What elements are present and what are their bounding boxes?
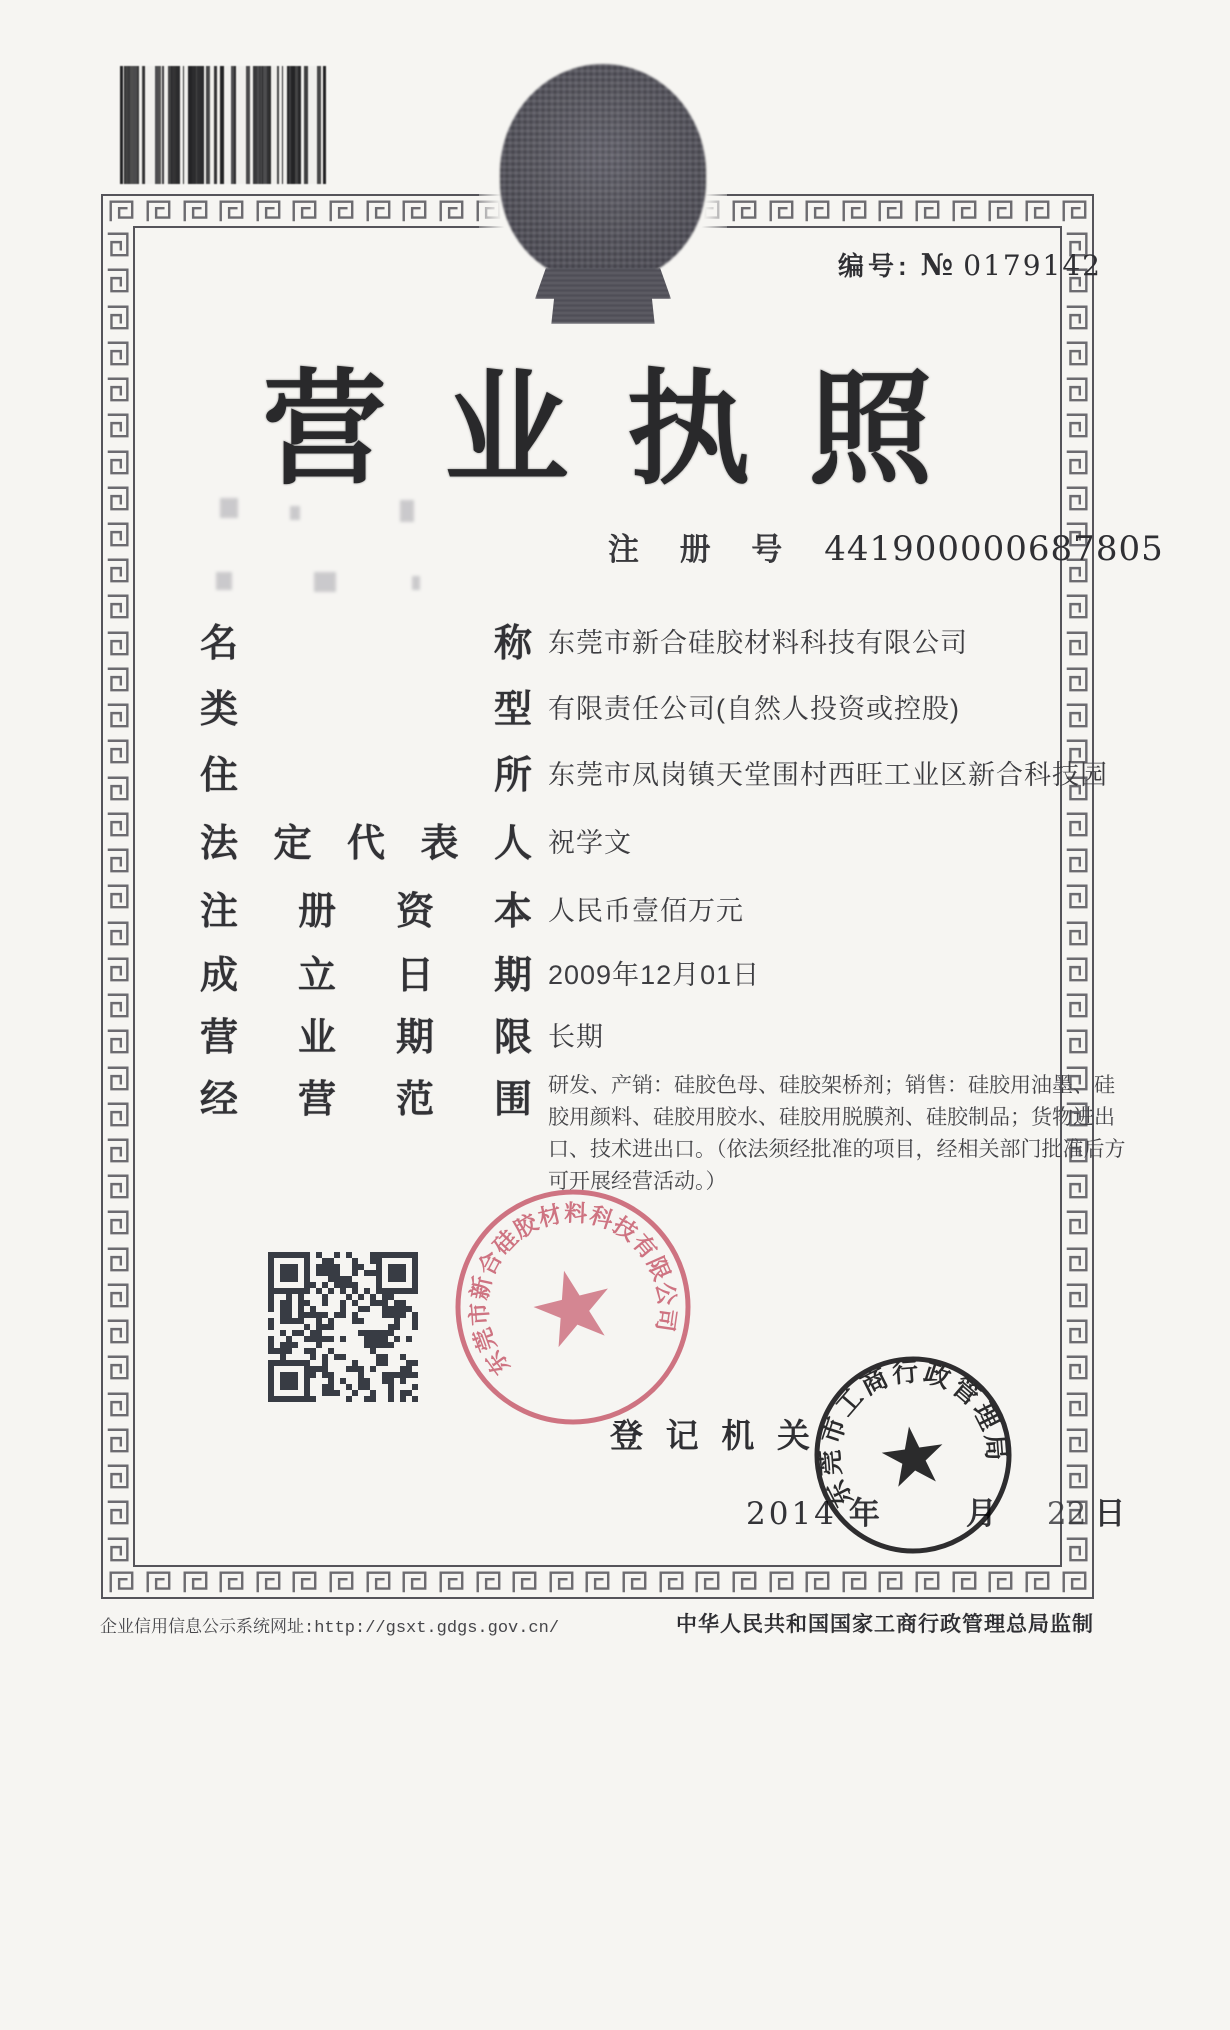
registry-seal	[797, 1339, 1030, 1572]
field-label: 名 称	[200, 623, 532, 665]
registration-number-line	[608, 524, 1164, 569]
field-label: 营 业 期 限	[200, 1017, 532, 1059]
year-unit: 年	[848, 1496, 880, 1531]
field-label: 经 营 范 围	[200, 1079, 532, 1121]
registration-label: 注 册 号	[608, 532, 799, 567]
field-value: 长期	[548, 1022, 604, 1052]
scan-smudge	[216, 572, 436, 598]
field-label: 成 立 日 期	[200, 955, 532, 997]
field-value: 东莞市新合硅胶材料科技有限公司	[548, 628, 968, 658]
national-emblem	[497, 62, 709, 330]
serial-label: 编号:	[838, 251, 911, 281]
field-value: 2009年12月01日	[548, 960, 761, 990]
registry-seal-text: 东莞市工商行政管理局	[814, 1356, 1012, 1513]
field-value: 研发、产销：硅胶色母、硅胶架桥剂；销售：硅胶用油墨、硅胶用颜料、硅胶用胶水、硅胶用脱膜剂、硅胶制品；货物进出口、技术进出口。（依法须经批准的项目，经相关部门批准后方可开展经营活动。）	[548, 1074, 1126, 1193]
field-label: 类 型	[200, 689, 532, 731]
footer-public-system-url: 企业信用信息公示系统网址:http://gsxt.gdgs.gov.cn/	[100, 1619, 560, 1638]
footer-issuer: 中华人民共和国国家工商行政管理总局监制	[676, 1613, 1094, 1636]
barcode	[120, 66, 326, 184]
field-value: 祝学文	[548, 828, 632, 858]
field-value: 东莞市凤岗镇天堂围村西旺工业区新合科技园	[548, 760, 1108, 790]
registry-seal-star-icon: ★	[871, 1407, 955, 1506]
qr-code	[262, 1246, 424, 1408]
registration-number: 441900000687805	[824, 529, 1164, 569]
emblem-body	[500, 64, 706, 282]
field-value: 有限责任公司(自然人投资或控股)	[548, 694, 960, 724]
serial-number: 0179142	[963, 249, 1102, 282]
day-unit: 日	[1094, 1496, 1126, 1531]
field-label: 住 所	[200, 755, 532, 797]
issue-year: 2014	[746, 1496, 837, 1532]
field-label: 注 册 资 本	[200, 891, 532, 933]
field-label: 法 定 代 表 人	[200, 823, 532, 865]
serial-number-line	[838, 246, 1102, 283]
company-seal-text: 东莞市新合硅胶材料科技有限公司	[465, 1199, 681, 1380]
emblem-base	[535, 268, 671, 324]
issue-day: 22	[1046, 1496, 1087, 1532]
registry-authority-label: 登 记 机 关	[610, 1417, 810, 1454]
border-bottom	[103, 1567, 1092, 1597]
field-value: 人民币壹佰万元	[548, 896, 744, 926]
numero-symbol: №	[920, 248, 954, 283]
month-unit: 月	[965, 1496, 997, 1531]
document-title: 营业执照	[262, 361, 991, 499]
company-seal-star-icon: ★	[516, 1242, 631, 1374]
